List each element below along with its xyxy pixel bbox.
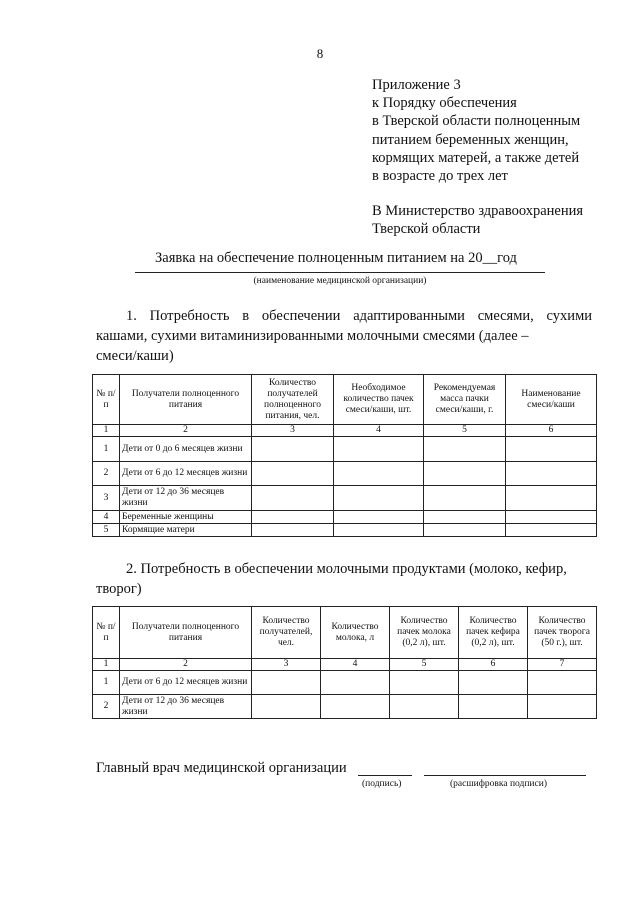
empty-cell[interactable] [334, 437, 424, 462]
column-number: 7 [528, 659, 597, 671]
empty-cell[interactable] [334, 511, 424, 524]
table-section1 [92, 374, 597, 537]
header-cell: Количество пачек творога (50 г.), шт. [528, 607, 597, 659]
section1-heading-text: 1. Потребность в обеспечении адаптированными смесями, сухими кашами, сухими витаминизированными молочными смесями (далее – [96, 308, 592, 344]
table-row [93, 695, 597, 719]
empty-cell[interactable] [252, 462, 334, 486]
header-cell: Количество пачек кефира (0,2 л), шт. [459, 607, 528, 659]
empty-cell[interactable] [424, 437, 506, 462]
appendix-line: к Порядку обеспечения [372, 95, 517, 112]
empty-cell[interactable] [459, 671, 528, 695]
org-name-line [135, 272, 545, 273]
table-header-row [93, 375, 597, 425]
empty-cell[interactable] [252, 695, 321, 719]
addressee-line: В Министерство здравоохранения [372, 203, 584, 219]
appendix-line: в Тверской области полноценным [372, 113, 581, 130]
empty-cell[interactable] [506, 437, 597, 462]
org-name-caption: (наименование медицинской организации) [253, 276, 427, 286]
appendix-line: питанием беременных женщин, [372, 131, 569, 148]
table-row [93, 462, 597, 486]
appendix-block [372, 76, 580, 185]
header-cell: Наименование смеси/каши [506, 375, 597, 425]
table-row [93, 486, 597, 511]
column-number: 6 [459, 659, 528, 671]
header-cell: № п/п [93, 607, 120, 659]
table-row [93, 511, 597, 524]
empty-cell[interactable] [321, 671, 390, 695]
appendix-line: в возрасте до трех лет [372, 168, 508, 185]
empty-cell[interactable] [528, 671, 597, 695]
column-number: 4 [321, 659, 390, 671]
column-number: 3 [252, 425, 334, 437]
empty-cell[interactable] [424, 486, 506, 511]
section2-heading-last: творог) [96, 581, 142, 597]
empty-cell[interactable] [334, 486, 424, 511]
table-row [93, 524, 597, 537]
signature-decoding-caption: (расшифровка подписи) [450, 779, 547, 789]
appendix-line: кормящих матерей, а также детей [372, 149, 580, 166]
column-number-row [93, 425, 597, 437]
section1-heading-last: смеси/каши) [96, 348, 174, 364]
column-number: 5 [390, 659, 459, 671]
table-row [93, 671, 597, 695]
empty-cell[interactable] [424, 462, 506, 486]
header-cell: Количество пачек молока (0,2 л), шт. [390, 607, 459, 659]
empty-cell[interactable] [506, 511, 597, 524]
empty-cell[interactable] [252, 524, 334, 537]
header-cell: Необходимое количество пачек смеси/каши, шт. [334, 375, 424, 425]
row-number: 2 [93, 462, 120, 486]
row-number: 1 [93, 437, 120, 462]
signature-caption: (подпись) [362, 779, 402, 789]
header-cell: Рекомендуемая масса пачки смеси/каши, г. [424, 375, 506, 425]
header-cell: Количество молока, л [321, 607, 390, 659]
empty-cell[interactable] [252, 437, 334, 462]
header-cell: Количество получателей, чел. [252, 607, 321, 659]
empty-cell[interactable] [252, 511, 334, 524]
header-cell: Получатели полноценного питания [120, 375, 252, 425]
signature-line[interactable] [358, 775, 412, 776]
row-label: Дети от 6 до 12 месяцев жизни [120, 462, 252, 486]
row-number: 3 [93, 486, 120, 511]
section1-heading [96, 306, 592, 366]
section2-heading [96, 559, 592, 599]
row-label: Дети от 6 до 12 месяцев жизни [120, 671, 252, 695]
empty-cell[interactable] [334, 462, 424, 486]
row-label: Дети от 12 до 36 месяцев жизни [120, 695, 252, 719]
empty-cell[interactable] [252, 486, 334, 511]
column-number: 1 [93, 659, 120, 671]
column-number: 6 [506, 425, 597, 437]
signature-label: Главный врач медицинской организации [96, 760, 347, 776]
header-cell: Количество получателей полноценного питания, чел. [252, 375, 334, 425]
row-number: 2 [93, 695, 120, 719]
addressee-block [372, 202, 583, 238]
row-number: 1 [93, 671, 120, 695]
signature-decoding-line[interactable] [424, 775, 586, 776]
empty-cell[interactable] [506, 462, 597, 486]
column-number: 2 [120, 425, 252, 437]
column-number-row [93, 659, 597, 671]
empty-cell[interactable] [334, 524, 424, 537]
row-label: Кормящие матери [120, 524, 252, 537]
appendix-line: Приложение 3 [372, 77, 461, 93]
page-number: 8 [316, 46, 324, 61]
section2-heading-text: 2. Потребность в обеспечении молочными продуктами (молоко, кефир, [126, 561, 567, 577]
row-label: Беременные женщины [120, 511, 252, 524]
empty-cell[interactable] [252, 671, 321, 695]
header-cell: Получатели полноценного питания [120, 607, 252, 659]
row-number: 5 [93, 524, 120, 537]
row-number: 4 [93, 511, 120, 524]
empty-cell[interactable] [459, 695, 528, 719]
document-title: Заявка на обеспечение полноценным питанием на 20__год [155, 250, 517, 266]
column-number: 5 [424, 425, 506, 437]
table-section2 [92, 606, 597, 719]
empty-cell[interactable] [321, 695, 390, 719]
empty-cell[interactable] [424, 524, 506, 537]
empty-cell[interactable] [506, 524, 597, 537]
empty-cell[interactable] [528, 695, 597, 719]
empty-cell[interactable] [424, 511, 506, 524]
column-number: 3 [252, 659, 321, 671]
column-number: 4 [334, 425, 424, 437]
table-header-row [93, 607, 597, 659]
header-cell: № п/п [93, 375, 120, 425]
column-number: 1 [93, 425, 120, 437]
row-label: Дети от 0 до 6 месяцев жизни [120, 437, 252, 462]
row-label: Дети от 12 до 36 месяцев жизни [120, 486, 252, 511]
addressee-line: Тверской области [372, 221, 481, 238]
table-row [93, 437, 597, 462]
empty-cell[interactable] [390, 695, 459, 719]
column-number: 2 [120, 659, 252, 671]
empty-cell[interactable] [390, 671, 459, 695]
empty-cell[interactable] [506, 486, 597, 511]
